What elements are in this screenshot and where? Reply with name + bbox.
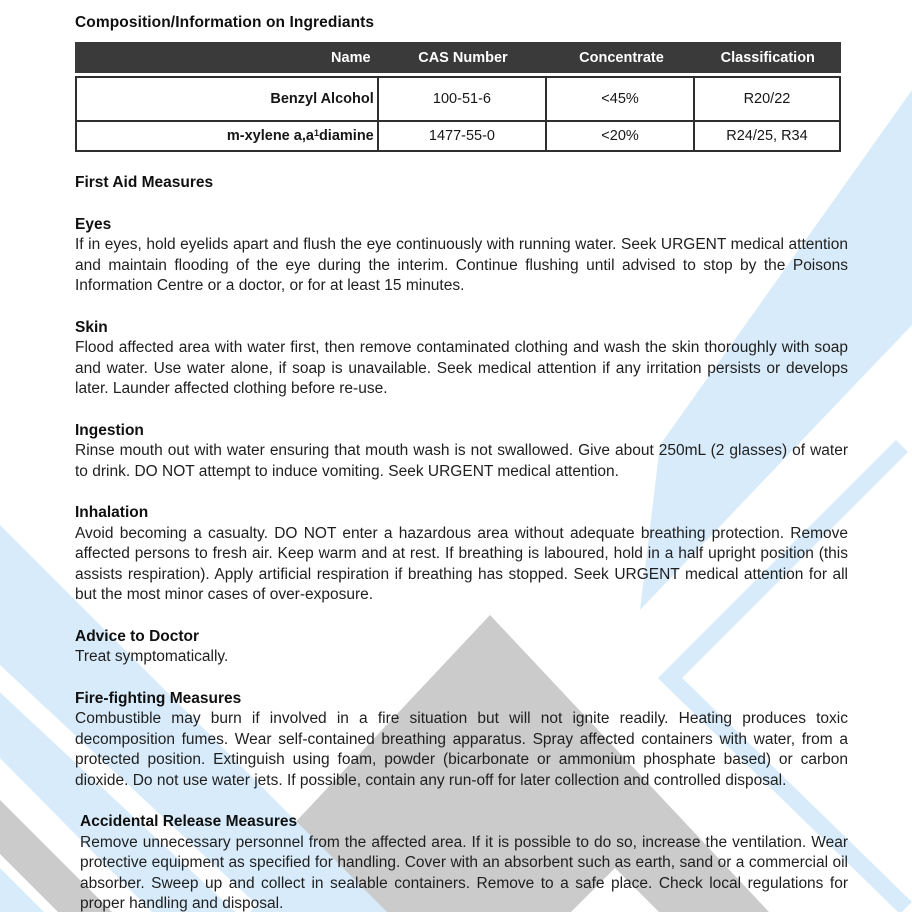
cell-name [77, 122, 379, 150]
section-inhalation [75, 503, 848, 606]
section-body: Combustible may burn if involved in a fire situation but will not ignite readily. Heating produces toxic decomposition fumes. Wear self-contained breathing apparatus. Spray affected containers with water, from a protected position. Extinguish using foam, powder (bicarbonate or ammonium phosphate based) or carbon dioxide. Do not use water jets. If possible, contain any run-off for later collection and controlled disposal. [75, 710, 848, 789]
cell-concentrate: <20% [547, 122, 695, 150]
section-heading: Skin [75, 318, 108, 336]
section-heading: First Aid Measures [75, 174, 214, 191]
cell-concentrate: <45% [547, 78, 695, 120]
cell-name: Benzyl Alcohol [77, 78, 379, 120]
section-body: Treat symptomatically. [75, 648, 229, 665]
section-title-composition: Composition/Information on Ingrediants [75, 14, 375, 31]
section-body: Remove unnecessary personnel from the affected area. If it is possible to do so, increase the ventilation. Wear protective equipment as specified for handling. Cover with an absorbent such as earth, sand or a commercial oil absorber. Sweep up and collect in sealable containers. Remove to a safe place. Check local regulations for proper handling and disposal. [80, 833, 848, 912]
section-body: Avoid becoming a casualty. DO NOT enter a hazardous area without adequate breathing protection. Remove affected persons to fresh air. Keep warm and at rest. If breathing is laboured, hold in a half upright position (this assists respiration). Apply artificial respiration if breathing has stopped. Seek URGENT medical attention for all but the most minor cases of over-exposure. [75, 524, 848, 603]
section-body: Flood affected area with water first, then remove contaminated clothing and wash the skin thoroughly with soap and water. Use water alone, if soap is unavailable. Seek medical attention if any irritation persists or develops later. Launder affected clothing before re-use. [75, 339, 848, 397]
table-header-concentrate: Concentrate [579, 49, 664, 66]
section-heading: Accidental Release Measures [80, 813, 298, 830]
table-header-cas: CAS Number [418, 49, 508, 66]
section-advice-to-doctor [75, 627, 848, 668]
chemical-name-text: m-xylene a,a [226, 128, 314, 144]
table-body [75, 76, 841, 152]
section-heading: Advice to Doctor [75, 627, 200, 645]
section-accidental-release-measures [75, 812, 848, 912]
section-eyes [75, 215, 848, 297]
section-heading: Fire-fighting Measures [75, 689, 242, 707]
cell-cas-number: 1477-55-0 [379, 122, 547, 150]
cell-classification: R20/22 [695, 78, 839, 120]
cell-classification: R24/25, R34 [695, 122, 839, 150]
table-header-row [75, 42, 841, 73]
table-row [77, 122, 839, 150]
section-body: Rinse mouth out with water ensuring that mouth wash is not swallowed. Give about 250mL (2 glasses) of water to drink. DO NOT attempt to induce vomiting. Seek URGENT medical attention. [75, 442, 848, 480]
section-heading: Inhalation [75, 504, 149, 521]
chemical-name-superscript: 1 [313, 127, 319, 138]
section-fire-fighting-measures [75, 689, 848, 792]
section-ingestion [75, 421, 848, 483]
table-header-name: Name [331, 49, 371, 66]
table-header-classification: Classification [720, 49, 815, 66]
composition-table [75, 42, 841, 152]
chemical-name-text: diamine [318, 128, 374, 144]
section-first-aid-measures [75, 173, 848, 194]
section-skin [75, 318, 848, 400]
cell-cas-number: 100-51-6 [379, 78, 547, 120]
section-heading: Eyes [75, 215, 112, 233]
section-body: If in eyes, hold eyelids apart and flush the eye continuously with running water. Seek URGENT medical attention and maintain flooding of the eye during the interim. Continue flushing until advised to stop by the Poisons Information Centre or a doctor, or for at least 15 minutes. [75, 236, 848, 294]
table-row [77, 78, 839, 122]
section-heading: Ingestion [75, 421, 144, 439]
